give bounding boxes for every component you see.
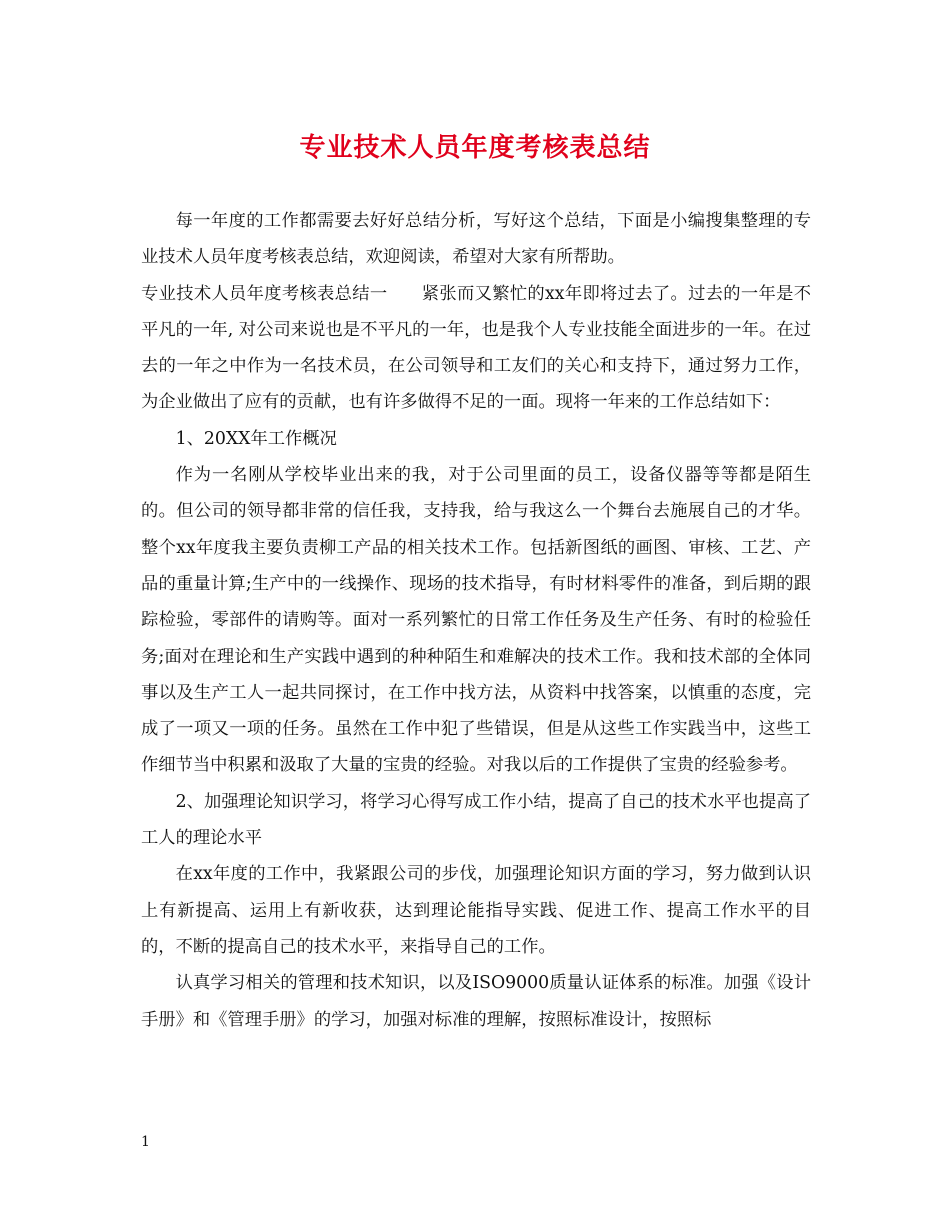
summary-one-paragraph [141, 276, 811, 421]
summary-one-text: 紧张而又繁忙的xx年即将过去了。过去的一年是不平凡的一年, 对公司来说也是不平凡的一年，也是我个人专业技能全面进步的一年。在过去的一年之中作为一名技术员，在公司领导和工友们的关心和支持下，通过努力工作，为企业做出了应有的贡献，也有许多做得不足的一面。现将一年来的工作总结如下： [141, 283, 811, 413]
item-two-paragraph: 在xx年度的工作中，我紧跟公司的步伐，加强理论知识方面的学习，努力做到认识上有新提高、运用上有新收获，达到理论能指导实践、促进工作、提高工作水平的目的，不断的提高自己的技术水平，来指导自己的工作。 [141, 864, 811, 957]
item-one-paragraph: 作为一名刚从学校毕业出来的我，对于公司里面的员工，设备仪器等等都是陌生的。但公司的领导都非常的信任我，支持我，给与我这么一个舞台去施展自己的才华。整个xx年度我主要负责柳工产品的相关技术工作。包括新图纸的画图、审核、工艺、产品的重量计算;生产中的一线操作、现场的技术指导，有时材料零件的准备，到后期的跟踪检验，零部件的请购等。面对一系列繁忙的日常工作任务及生产任务、有时的检验任务;面对在理论和生产实践中遇到的种种陌生和难解决的技术工作。我和技术部的全体同事以及生产工人一起共同探讨，在工作中找方法，从资料中找答案，以慎重的态度，完成了一项又一项的任务。虽然在工作中犯了些错误，但是从这些工作实践当中，这些工作细节当中积累和汲取了大量的宝贵的经验。对我以后的工作提供了宝贵的经验参考。 [141, 465, 811, 776]
document-body [141, 203, 811, 1038]
item-two-study-paragraph: 认真学习相关的管理和技术知识，以及ISO9000质量认证体系的标准。加强《设计手册》和《管理手册》的学习，加强对标准的理解，按照标准设计，按照标 [141, 973, 811, 1030]
item-one-heading: 1、20XX年工作概况 [175, 428, 337, 449]
item-two-heading: 2、加强理论知识学习，将学习心得写成工作小结，提高了自己的技术水平也提高了工人的理论水平 [141, 791, 811, 849]
document-title: 专业技术人员年度考核表总结 [299, 133, 651, 163]
section-heading: 专业技术人员年度考核表总结一 [141, 283, 388, 304]
page-number: 1 [141, 1134, 150, 1150]
intro-paragraph: 每一年度的工作都需要去好好总结分析，写好这个总结，下面是小编搜集整理的专业技术人员年度考核表总结，欢迎阅读，希望对大家有所帮助。 [141, 211, 811, 268]
